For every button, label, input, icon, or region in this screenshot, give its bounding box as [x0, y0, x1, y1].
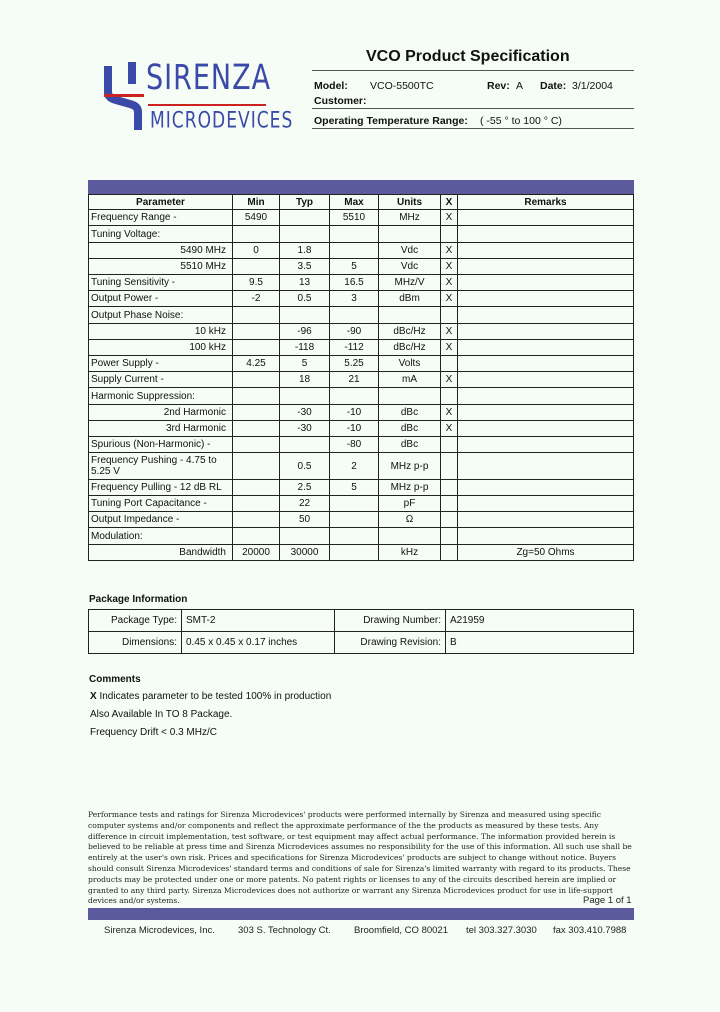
remarks-cell — [458, 356, 634, 372]
max-cell — [330, 512, 379, 528]
comment-line-3: Frequency Drift < 0.3 MHz/C — [90, 727, 217, 738]
table-row — [89, 437, 634, 453]
parameter-cell: 5490 MHz — [89, 243, 233, 259]
min-cell — [233, 324, 280, 340]
x-cell — [441, 545, 458, 561]
typ-cell: 13 — [280, 275, 330, 291]
min-cell: 5490 — [233, 210, 280, 226]
table-row — [89, 275, 634, 291]
remarks-cell — [458, 226, 634, 243]
parameter-cell: 2nd Harmonic — [89, 405, 233, 421]
parameter-cell: 10 kHz — [89, 324, 233, 340]
model-label: Model: — [314, 80, 348, 92]
max-cell: -80 — [330, 437, 379, 453]
min-cell — [233, 480, 280, 496]
max-cell: -112 — [330, 340, 379, 356]
max-cell — [330, 388, 379, 405]
header-rule — [312, 108, 634, 109]
col-parameter: Parameter — [89, 195, 233, 210]
rev-value: A — [516, 80, 524, 92]
sirenza-logo-icon — [104, 62, 148, 134]
x-cell — [441, 437, 458, 453]
footer-company: Sirenza Microdevices, Inc. — [104, 925, 215, 936]
table-row — [89, 259, 634, 275]
units-cell: dBc — [379, 437, 441, 453]
units-cell: pF — [379, 496, 441, 512]
x-cell: X — [441, 275, 458, 291]
units-cell: MHz p-p — [379, 453, 441, 480]
min-cell — [233, 259, 280, 275]
units-cell: dBm — [379, 291, 441, 307]
remarks-cell — [458, 388, 634, 405]
remarks-cell — [458, 243, 634, 259]
x-cell: X — [441, 243, 458, 259]
max-cell: 5510 — [330, 210, 379, 226]
min-cell — [233, 340, 280, 356]
col-typ: Typ — [280, 195, 330, 210]
x-cell: X — [441, 324, 458, 340]
table-row — [89, 496, 634, 512]
header-rule — [312, 128, 634, 129]
footer-fax: fax 303.410.7988 — [553, 925, 627, 936]
units-cell: dBc — [379, 421, 441, 437]
table-header-bar — [88, 180, 634, 194]
col-units: Units — [379, 195, 441, 210]
drawing-number-value: A21959 — [446, 610, 634, 632]
disclaimer: Performance tests and ratings for Sirenza Microdevices' products were performed internally by Sirenza and measured using specific computer systems and/or components and reflect the approximate performance of the the products as measured by these tests. Any difference in circuit implementation, test software, or test equipment may affect actual performance. The information provided herein is believed to be reliable at press time and Sirenza Microdevices assumes no responsibility for the use of this information. All such use shall be entirely at the user's own risk. Prices and specifications for Sirenza Microdevices' products are subject to change without notice. Buyers should consult Sirenza Microdevices' standard terms and conditions of sale for Sirenza's limited warranty with regard to its products. These products may be protected under one or more patents. No patent rights or licenses to any of the circuits described herein are implied or granted to any third party. Sirenza Microdevices does not authorize or warrant any Sirenza Microdevices product for use in life-support devices and/or systems. — [88, 810, 632, 906]
table-row — [89, 421, 634, 437]
min-cell — [233, 528, 280, 545]
typ-cell: 2.5 — [280, 480, 330, 496]
units-cell: MHz p-p — [379, 480, 441, 496]
max-cell: -90 — [330, 324, 379, 340]
footer-tel: tel 303.327.3030 — [466, 925, 537, 936]
parameter-cell: Frequency Pushing - 4.75 to 5.25 V — [89, 453, 233, 480]
remarks-cell — [458, 372, 634, 388]
min-cell: 20000 — [233, 545, 280, 561]
max-cell: -10 — [330, 421, 379, 437]
typ-cell: 0.5 — [280, 453, 330, 480]
typ-cell — [280, 528, 330, 545]
max-cell — [330, 545, 379, 561]
units-cell: mA — [379, 372, 441, 388]
max-cell: 5 — [330, 259, 379, 275]
remarks-cell — [458, 340, 634, 356]
parameter-cell: Tuning Voltage: — [89, 226, 233, 243]
table-row — [89, 528, 634, 545]
remarks-cell — [458, 480, 634, 496]
typ-cell — [280, 210, 330, 226]
min-cell — [233, 437, 280, 453]
typ-cell — [280, 307, 330, 324]
table-row — [89, 291, 634, 307]
logo-line2: MICRODEVICES — [150, 108, 294, 134]
min-cell: 9.5 — [233, 275, 280, 291]
spec-table-header-row — [89, 195, 634, 210]
units-cell — [379, 388, 441, 405]
min-cell — [233, 512, 280, 528]
remarks-cell — [458, 437, 634, 453]
table-row — [89, 210, 634, 226]
max-cell: 3 — [330, 291, 379, 307]
units-cell — [379, 226, 441, 243]
drawing-revision-value: B — [446, 632, 634, 654]
min-cell — [233, 405, 280, 421]
package-table — [88, 609, 634, 654]
x-cell: X — [441, 421, 458, 437]
units-cell — [379, 307, 441, 324]
parameter-cell: Tuning Port Capacitance - — [89, 496, 233, 512]
parameter-cell: Output Impedance - — [89, 512, 233, 528]
x-cell: X — [441, 210, 458, 226]
typ-cell — [280, 226, 330, 243]
table-row — [89, 632, 634, 654]
parameter-cell: Harmonic Suppression: — [89, 388, 233, 405]
remarks-cell — [458, 307, 634, 324]
model-value: VCO-5500TC — [370, 80, 434, 92]
parameter-cell: Output Power - — [89, 291, 233, 307]
parameter-cell: Supply Current - — [89, 372, 233, 388]
typ-cell: 18 — [280, 372, 330, 388]
typ-cell: 5 — [280, 356, 330, 372]
remarks-cell: Zg=50 Ohms — [458, 545, 634, 561]
remarks-cell — [458, 512, 634, 528]
logo-line1: SIRENZA — [146, 58, 272, 99]
dimensions-value: 0.45 x 0.45 x 0.17 inches — [182, 632, 335, 654]
remarks-cell — [458, 453, 634, 480]
x-cell — [441, 496, 458, 512]
units-cell: Vdc — [379, 259, 441, 275]
remarks-cell — [458, 275, 634, 291]
col-x: X — [441, 195, 458, 210]
typ-cell: 22 — [280, 496, 330, 512]
table-row — [89, 340, 634, 356]
x-mark: X — [90, 691, 97, 702]
units-cell: MHz/V — [379, 275, 441, 291]
min-cell: -2 — [233, 291, 280, 307]
typ-cell: -30 — [280, 405, 330, 421]
max-cell — [330, 226, 379, 243]
typ-cell: -30 — [280, 421, 330, 437]
units-cell: dBc/Hz — [379, 340, 441, 356]
units-cell: Volts — [379, 356, 441, 372]
max-cell — [330, 528, 379, 545]
logo-divider — [148, 104, 266, 106]
parameter-cell: Modulation: — [89, 528, 233, 545]
min-cell — [233, 421, 280, 437]
parameter-cell: 100 kHz — [89, 340, 233, 356]
typ-cell — [280, 388, 330, 405]
remarks-cell — [458, 291, 634, 307]
table-row — [89, 372, 634, 388]
table-row — [89, 226, 634, 243]
x-cell — [441, 453, 458, 480]
max-cell: 5 — [330, 480, 379, 496]
units-cell: Vdc — [379, 243, 441, 259]
col-min: Min — [233, 195, 280, 210]
table-row — [89, 453, 634, 480]
package-type-value: SMT-2 — [182, 610, 335, 632]
parameter-cell: Tuning Sensitivity - — [89, 275, 233, 291]
max-cell — [330, 496, 379, 512]
package-title: Package Information — [89, 594, 188, 605]
typ-cell: 1.8 — [280, 243, 330, 259]
max-cell: -10 — [330, 405, 379, 421]
min-cell: 4.25 — [233, 356, 280, 372]
typ-cell: 30000 — [280, 545, 330, 561]
parameter-cell: Frequency Pulling - 12 dB RL — [89, 480, 233, 496]
col-max: Max — [330, 195, 379, 210]
x-cell — [441, 356, 458, 372]
customer-label: Customer: — [314, 95, 367, 107]
remarks-cell — [458, 259, 634, 275]
min-cell — [233, 388, 280, 405]
units-cell: dBc — [379, 405, 441, 421]
x-cell — [441, 512, 458, 528]
typ-cell: 50 — [280, 512, 330, 528]
parameter-cell: Bandwidth — [89, 545, 233, 561]
table-row — [89, 610, 634, 632]
typ-cell: -118 — [280, 340, 330, 356]
col-remarks: Remarks — [458, 195, 634, 210]
table-row — [89, 324, 634, 340]
max-cell: 16.5 — [330, 275, 379, 291]
remarks-cell — [458, 405, 634, 421]
header-rule — [312, 70, 634, 71]
table-row — [89, 356, 634, 372]
typ-cell: -96 — [280, 324, 330, 340]
min-cell — [233, 307, 280, 324]
x-cell — [441, 480, 458, 496]
remarks-cell — [458, 528, 634, 545]
dimensions-label: Dimensions: — [89, 632, 182, 654]
date-value: 3/1/2004 — [572, 80, 613, 92]
min-cell — [233, 453, 280, 480]
remarks-cell — [458, 421, 634, 437]
parameter-cell: Frequency Range - — [89, 210, 233, 226]
parameter-cell: Power Supply - — [89, 356, 233, 372]
x-cell — [441, 226, 458, 243]
table-row — [89, 480, 634, 496]
company-logo — [104, 58, 294, 138]
temp-value: ( -55 ° to 100 ° C) — [480, 115, 562, 127]
page-number: Page 1 of 1 — [583, 895, 632, 906]
x-cell: X — [441, 405, 458, 421]
parameter-cell: 5510 MHz — [89, 259, 233, 275]
x-cell — [441, 307, 458, 324]
comment-line-1 — [90, 691, 331, 702]
parameter-cell: Spurious (Non-Harmonic) - — [89, 437, 233, 453]
temp-label: Operating Temperature Range: — [314, 115, 468, 127]
min-cell — [233, 372, 280, 388]
table-row — [89, 243, 634, 259]
rev-label: Rev: — [487, 80, 510, 92]
typ-cell: 3.5 — [280, 259, 330, 275]
x-cell: X — [441, 259, 458, 275]
x-cell — [441, 388, 458, 405]
comments-title: Comments — [89, 674, 141, 685]
max-cell: 2 — [330, 453, 379, 480]
remarks-cell — [458, 324, 634, 340]
x-cell: X — [441, 372, 458, 388]
spec-table — [88, 194, 634, 561]
drawing-number-label: Drawing Number: — [335, 610, 446, 632]
min-cell — [233, 496, 280, 512]
drawing-revision-label: Drawing Revision: — [335, 632, 446, 654]
footer-bar — [88, 908, 634, 920]
table-row — [89, 307, 634, 324]
remarks-cell — [458, 210, 634, 226]
max-cell — [330, 307, 379, 324]
parameter-cell: 3rd Harmonic — [89, 421, 233, 437]
table-row — [89, 545, 634, 561]
date-label: Date: — [540, 80, 567, 92]
comment-text: Indicates parameter to be tested 100% in production — [99, 691, 332, 702]
table-row — [89, 512, 634, 528]
x-cell: X — [441, 291, 458, 307]
min-cell — [233, 226, 280, 243]
comment-line-2: Also Available In TO 8 Package. — [90, 709, 233, 720]
max-cell: 21 — [330, 372, 379, 388]
units-cell: MHz — [379, 210, 441, 226]
package-type-label: Package Type: — [89, 610, 182, 632]
table-row — [89, 388, 634, 405]
units-cell — [379, 528, 441, 545]
max-cell: 5.25 — [330, 356, 379, 372]
footer-city: Broomfield, CO 80021 — [354, 925, 448, 936]
units-cell: Ω — [379, 512, 441, 528]
page-title: VCO Product Specification — [366, 48, 570, 65]
max-cell — [330, 243, 379, 259]
min-cell: 0 — [233, 243, 280, 259]
units-cell: dBc/Hz — [379, 324, 441, 340]
units-cell: kHz — [379, 545, 441, 561]
typ-cell — [280, 437, 330, 453]
typ-cell: 0.5 — [280, 291, 330, 307]
parameter-cell: Output Phase Noise: — [89, 307, 233, 324]
x-cell — [441, 528, 458, 545]
table-row — [89, 405, 634, 421]
footer-address: 303 S. Technology Ct. — [238, 925, 331, 936]
remarks-cell — [458, 496, 634, 512]
x-cell: X — [441, 340, 458, 356]
